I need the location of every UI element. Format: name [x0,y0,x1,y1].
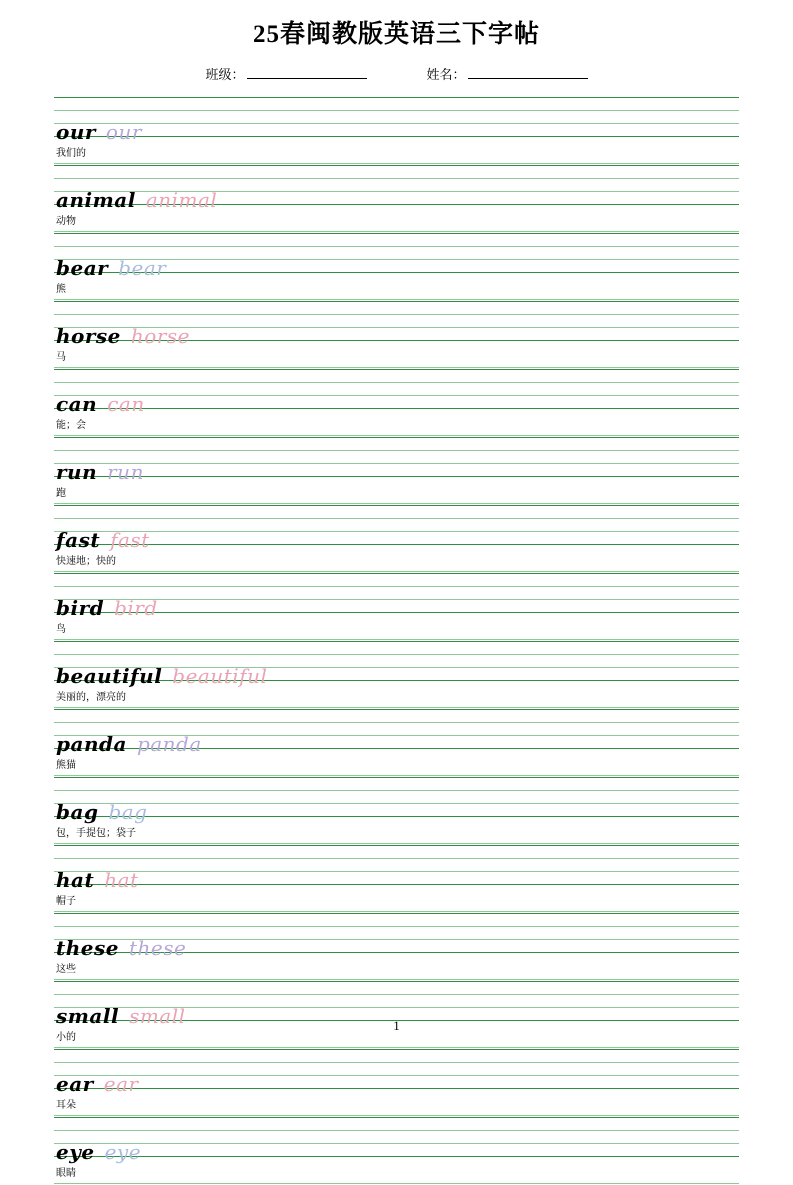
word-row [56,645,268,688]
name-field [427,64,588,83]
staff-line [54,544,739,545]
name-label: 姓名： [426,67,466,82]
word-block [54,505,739,573]
translation-row [54,614,739,641]
translation-text: 帽子 [56,896,76,907]
word-tracing: eye [104,1140,142,1164]
translation-row [54,546,739,573]
translation-text: 这些 [56,964,76,975]
translation-text: 眼睛 [56,1168,76,1179]
staff-line [54,110,739,111]
word-block [54,913,739,981]
staff-line [54,1075,739,1076]
page-number: 1 [393,1018,400,1033]
staff-line [54,871,739,872]
word-printed: beautiful [56,664,163,688]
word-tracing: panda [136,732,202,756]
writing-staff[interactable] [54,641,739,688]
word-row [56,305,190,348]
word-printed: panda [56,732,127,756]
word-block [54,981,739,1049]
translation-row [54,1090,739,1117]
writing-staff[interactable] [54,165,739,212]
translation-line [54,503,739,504]
writing-staff[interactable] [54,369,739,416]
word-printed: ear [56,1072,94,1096]
staff-line [54,790,739,791]
word-row [56,917,187,960]
writing-staff[interactable] [54,709,739,756]
translation-line [54,1183,739,1184]
staff-line [54,1049,739,1050]
writing-staff[interactable] [54,1117,739,1164]
word-tracing: fast [110,528,150,552]
writing-staff[interactable] [54,913,739,960]
word-block [54,165,739,233]
name-input-blank[interactable] [468,64,588,79]
word-block [54,573,739,641]
word-block [54,369,739,437]
writing-staff[interactable] [54,845,739,892]
translation-line [54,231,739,232]
writing-staff[interactable] [54,573,739,620]
word-printed: these [56,936,119,960]
word-row [56,985,186,1028]
translation-text: 熊猫 [56,760,76,771]
translation-text: 快速地；快的 [56,556,116,567]
staff-line [54,450,739,451]
staff-line [54,816,739,817]
writing-staff[interactable] [54,777,739,824]
word-row [56,169,218,212]
translation-row [54,206,739,233]
word-row [56,577,158,620]
translation-line [54,163,739,164]
word-printed: bear [56,256,109,280]
translation-text: 能；会 [56,420,86,431]
staff-line [54,1088,739,1089]
translation-line [54,1047,739,1048]
staff-line [54,913,739,914]
staff-line [54,531,739,532]
staff-line [54,709,739,710]
staff-line [54,1143,739,1144]
translation-row [54,682,739,709]
writing-staff[interactable] [54,97,739,144]
translation-line [54,911,739,912]
translation-text: 包，手提包；袋子 [56,828,136,839]
word-printed: our [56,120,96,144]
word-tracing: beautiful [172,664,268,688]
word-block [54,709,739,777]
staff-line [54,884,739,885]
translation-row [54,954,739,981]
translation-row [54,750,739,777]
translation-text: 鸟 [56,624,66,635]
staff-line [54,1117,739,1118]
staff-line [54,476,739,477]
translation-line [54,775,739,776]
staff-line [54,136,739,137]
word-row [56,1053,139,1096]
word-printed: animal [56,188,136,212]
writing-staff[interactable] [54,233,739,280]
translation-text: 跑 [56,488,66,499]
word-row [56,1121,142,1164]
word-block [54,845,739,913]
translation-row [54,1158,739,1185]
word-tracing: hat [104,868,139,892]
word-printed: can [56,392,98,416]
writing-staff[interactable] [54,981,739,1028]
translation-row [54,342,739,369]
word-row [56,373,145,416]
word-printed: horse [56,324,121,348]
translation-line [54,1115,739,1116]
staff-line [54,123,739,124]
word-tracing: bear [118,256,167,280]
translation-line [54,639,739,640]
translation-text: 我们的 [56,148,86,159]
staff-line [54,518,739,519]
student-info-row [0,64,793,83]
staff-line [54,858,739,859]
word-tracing: our [105,120,142,144]
staff-line [54,845,739,846]
writing-staff[interactable] [54,437,739,484]
word-block [54,1049,739,1117]
staff-line [54,233,739,234]
writing-staff[interactable] [54,505,739,552]
word-tracing: bird [114,596,158,620]
staff-line [54,369,739,370]
translation-line [54,367,739,368]
word-block [54,301,739,369]
staff-line [54,395,739,396]
translation-text: 马 [56,352,66,363]
staff-line [54,641,739,642]
word-block [54,641,739,709]
translation-line [54,571,739,572]
word-printed: eye [56,1140,95,1164]
staff-line [54,1130,739,1131]
staff-line [54,1062,739,1063]
staff-line [54,573,739,574]
writing-staff[interactable] [54,1049,739,1096]
class-label: 班级： [205,67,245,82]
staff-line [54,803,739,804]
word-block [54,437,739,505]
word-tracing: bag [108,800,148,824]
class-field [205,64,366,83]
word-block [54,97,739,165]
translation-row [54,274,739,301]
translation-text: 美丽的，漂亮的 [56,692,126,703]
word-tracing: small [129,1004,186,1028]
staff-line [54,437,739,438]
word-row [56,713,202,756]
translation-row [54,818,739,845]
word-tracing: ear [103,1072,139,1096]
word-row [56,237,167,280]
word-row [56,849,139,892]
word-block [54,777,739,845]
word-row [56,509,150,552]
translation-text: 小的 [56,1032,76,1043]
word-printed: bag [56,800,99,824]
word-tracing: horse [130,324,190,348]
translation-line [54,979,739,980]
word-printed: fast [56,528,101,552]
translation-row [54,478,739,505]
word-row [56,441,144,484]
word-printed: small [56,1004,120,1028]
page-title: 25春闽教版英语三下字帖 [252,21,540,48]
worksheet-page [0,8,793,1179]
staff-line [54,408,739,409]
staff-line [54,463,739,464]
word-printed: bird [56,596,105,620]
translation-line [54,707,739,708]
class-input-blank[interactable] [247,64,367,79]
writing-staff[interactable] [54,301,739,348]
staff-line [54,1156,739,1157]
word-tracing: can [107,392,145,416]
staff-line [54,165,739,166]
word-block [54,1117,739,1185]
translation-row [54,138,739,165]
staff-line [54,382,739,383]
word-tracing: run [107,460,144,484]
word-printed: run [56,460,98,484]
translation-row [54,410,739,437]
staff-line [54,301,739,302]
word-row [56,781,148,824]
translation-line [54,435,739,436]
staff-line [54,777,739,778]
word-printed: hat [56,868,95,892]
word-tracing: these [129,936,187,960]
translation-line [54,299,739,300]
translation-text: 耳朵 [56,1100,76,1111]
translation-text: 动物 [56,216,76,227]
translation-text: 熊 [56,284,66,295]
staff-line [54,97,739,98]
word-row [56,101,142,144]
translation-row [54,886,739,913]
staff-line [54,505,739,506]
staff-line [54,981,739,982]
translation-line [54,843,739,844]
word-block [54,233,739,301]
word-tracing: animal [145,188,218,212]
